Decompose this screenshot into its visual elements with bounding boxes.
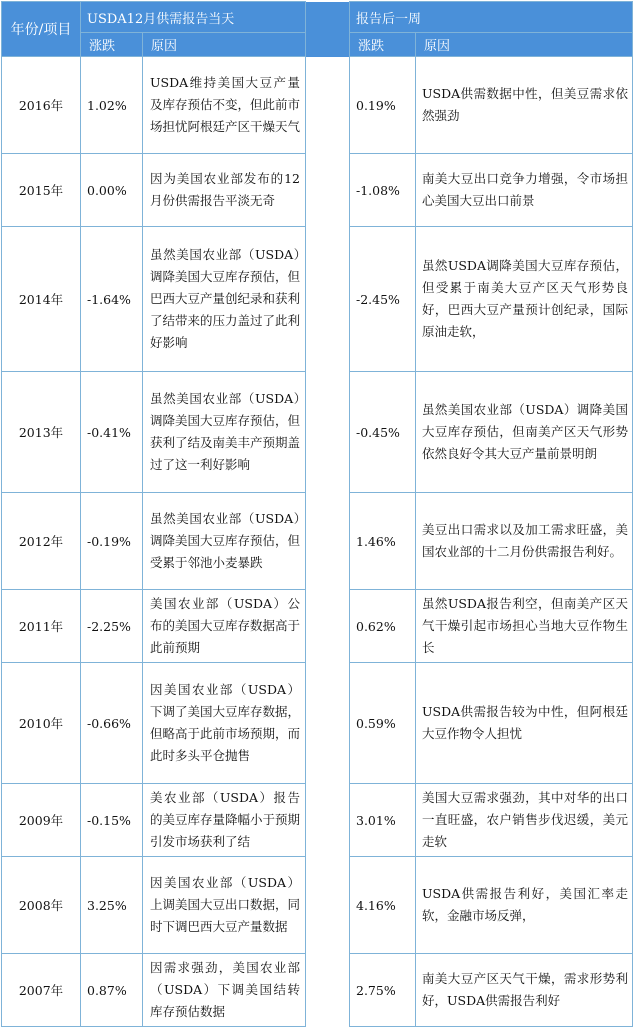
row-gap <box>306 154 350 227</box>
row-gap <box>306 857 350 954</box>
table-row <box>2 590 633 663</box>
change-week-cell: 1.46% <box>350 493 416 590</box>
reason-day-cell: 因美国农业部（USDA）上调美国大豆出口数据，同时下调巴西大豆产量数据 <box>143 857 306 954</box>
change-week-cell: 4.16% <box>350 857 416 954</box>
reason-day-cell: 因需求强劲，美国农业部（USDA）下调美国结转库存预估数据 <box>143 954 306 1027</box>
year-cell: 2011年 <box>2 590 81 663</box>
change-day-cell: 0.00% <box>81 154 143 227</box>
change-week-cell: 0.62% <box>350 590 416 663</box>
reason-day-cell: 虽然美国农业部（USDA）调降美国大豆库存预估，但受累于邻池小麦暴跌 <box>143 493 306 590</box>
row-gap <box>306 663 350 784</box>
change-week-cell: 0.59% <box>350 663 416 784</box>
table-row <box>2 857 633 954</box>
reason-week-cell: 虽然美国农业部（USDA）调降美国大豆库存预估，但南美产区天气形势依然良好令其大豆产量前景明朗 <box>416 372 633 493</box>
year-cell: 2012年 <box>2 493 81 590</box>
table-row <box>2 154 633 227</box>
change-day-cell: -0.66% <box>81 663 143 784</box>
reason-day-cell: USDA维持美国大豆产量及库存预估不变，但此前市场担忧阿根廷产区干燥天气 <box>143 57 306 154</box>
year-item-header: 年份/项目 <box>2 2 81 57</box>
reason-day-cell: 因美国农业部（USDA）下调了美国大豆库存数据，但略高于此前市场预期，而此时多头平仓抛售 <box>143 663 306 784</box>
row-gap <box>306 372 350 493</box>
table-row <box>2 372 633 493</box>
report-day-header: USDA12月供需报告当天 <box>81 2 306 33</box>
table-row <box>2 784 633 857</box>
reason-day-cell: 美国农业部（USDA）公布的美国大豆库存数据高于此前预期 <box>143 590 306 663</box>
row-gap <box>306 590 350 663</box>
year-cell: 2010年 <box>2 663 81 784</box>
year-cell: 2014年 <box>2 227 81 372</box>
year-cell: 2009年 <box>2 784 81 857</box>
soybean-report-table <box>1 1 633 1027</box>
change-day-cell: -0.15% <box>81 784 143 857</box>
change-day-header: 涨跌 <box>81 33 143 57</box>
table-row <box>2 663 633 784</box>
reason-week-cell: USDA供需数据中性，但美豆需求依然强劲 <box>416 57 633 154</box>
header-gap <box>306 2 350 57</box>
change-week-cell: 3.01% <box>350 784 416 857</box>
reason-week-cell: 南美大豆产区天气干燥，需求形势利好，USDA供需报告利好 <box>416 954 633 1027</box>
year-cell: 2008年 <box>2 857 81 954</box>
reason-day-cell: 因为美国农业部发布的12月份供需报告平淡无奇 <box>143 154 306 227</box>
reason-day-cell: 美农业部（USDA）报告的美豆库存量降幅小于预期引发市场获利了结 <box>143 784 306 857</box>
table-row <box>2 954 633 1027</box>
change-week-cell: 2.75% <box>350 954 416 1027</box>
change-week-cell: 0.19% <box>350 57 416 154</box>
table-row <box>2 227 633 372</box>
change-week-cell: -0.45% <box>350 372 416 493</box>
row-gap <box>306 784 350 857</box>
change-day-cell: 3.25% <box>81 857 143 954</box>
reason-day-header: 原因 <box>143 33 306 57</box>
year-cell: 2007年 <box>2 954 81 1027</box>
year-cell: 2015年 <box>2 154 81 227</box>
reason-week-cell: 美豆出口需求以及加工需求旺盛，美国农业部的十二月份供需报告利好。 <box>416 493 633 590</box>
header-row-top <box>2 2 633 33</box>
week-after-header: 报告后一周 <box>350 2 633 33</box>
change-day-cell: -2.25% <box>81 590 143 663</box>
table-row <box>2 493 633 590</box>
reason-week-cell: USDA供需报告较为中性，但阿根廷大豆作物令人担忧 <box>416 663 633 784</box>
change-day-cell: -0.19% <box>81 493 143 590</box>
change-day-cell: 1.02% <box>81 57 143 154</box>
reason-day-cell: 虽然美国农业部（USDA）调降美国大豆库存预估，但获利了结及南美丰产预期盖过了这一利好影响 <box>143 372 306 493</box>
year-cell: 2013年 <box>2 372 81 493</box>
reason-week-cell: 南美大豆出口竞争力增强，令市场担心美国大豆出口前景 <box>416 154 633 227</box>
change-week-header: 涨跌 <box>350 33 416 57</box>
row-gap <box>306 227 350 372</box>
change-day-cell: 0.87% <box>81 954 143 1027</box>
row-gap <box>306 57 350 154</box>
year-cell: 2016年 <box>2 57 81 154</box>
reason-week-header: 原因 <box>416 33 633 57</box>
reason-day-cell: 虽然美国农业部（USDA）调降美国大豆库存预估，但巴西大豆产量创纪录和获利了结带来的压力盖过了此利好影响 <box>143 227 306 372</box>
row-gap <box>306 954 350 1027</box>
change-week-cell: -2.45% <box>350 227 416 372</box>
reason-week-cell: 美国大豆需求强劲，其中对华的出口一直旺盛，农户销售步伐迟缓，美元走软 <box>416 784 633 857</box>
reason-week-cell: USDA供需报告利好，美国汇率走软，金融市场反弹， <box>416 857 633 954</box>
reason-week-cell: 虽然USDA报告利空，但南美产区天气干燥引起市场担心当地大豆作物生长 <box>416 590 633 663</box>
change-day-cell: -1.64% <box>81 227 143 372</box>
row-gap <box>306 493 350 590</box>
table-row <box>2 57 633 154</box>
reason-week-cell: 虽然USDA调降美国大豆库存预估，但受累于南美大豆产区天气形势良好，巴西大豆产量预计创纪录，国际原油走软， <box>416 227 633 372</box>
change-day-cell: -0.41% <box>81 372 143 493</box>
change-week-cell: -1.08% <box>350 154 416 227</box>
